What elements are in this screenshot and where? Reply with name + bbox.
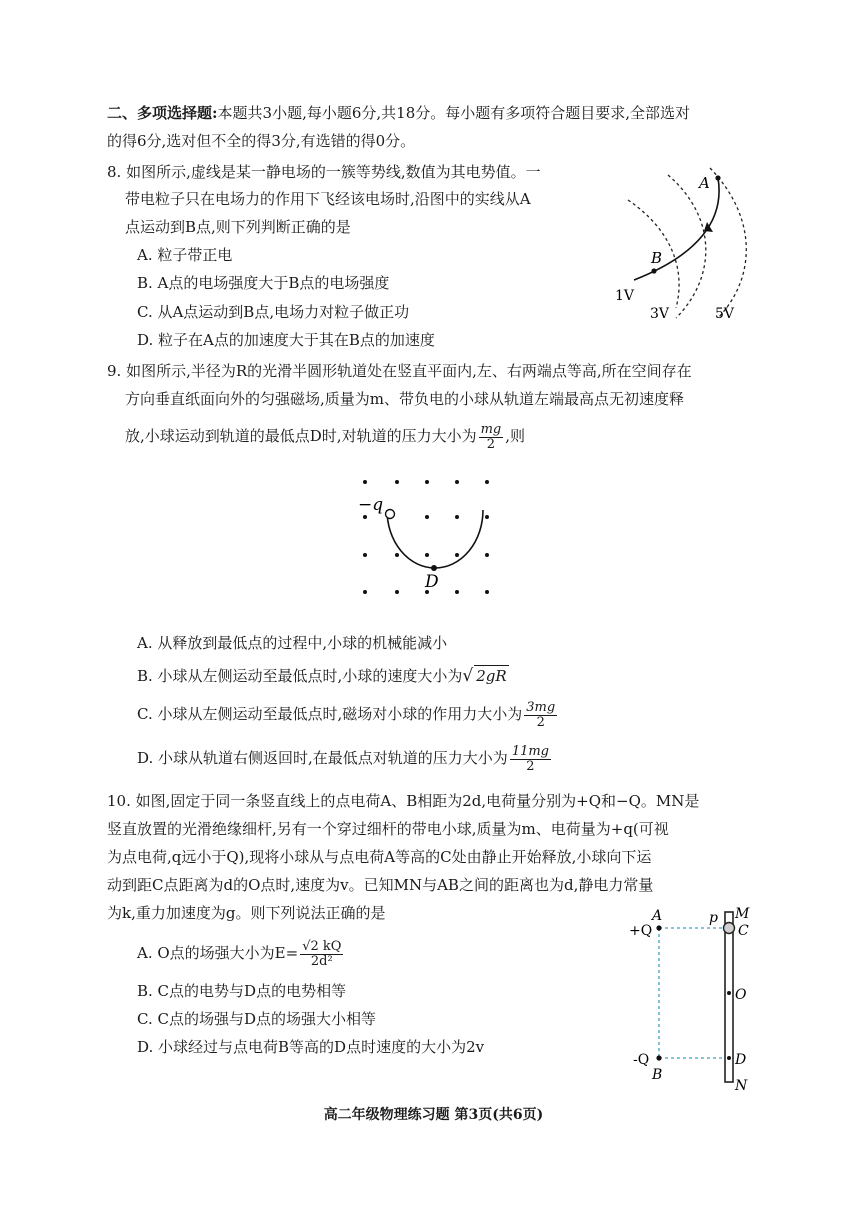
q9-line-3 bbox=[125, 421, 525, 452]
section-title: 二、多项选择题: bbox=[107, 104, 218, 122]
q9-option-d bbox=[137, 742, 553, 774]
q9-option-c-text: C. 小球从左侧运动至最低点时,磁场对小球的作用力大小为 bbox=[137, 705, 523, 723]
q10-line-3: 为点电荷,q远小于Q),现将小球从与点电荷A等高的C处由静止开始释放,小球向下运 bbox=[107, 848, 652, 866]
q8-line-2: 带电粒子只在电场力的作用下飞经该电场时,沿图中的实线从A bbox=[125, 190, 531, 208]
q10-option-c: C. C点的场强与D点的场强大小相等 bbox=[137, 1010, 376, 1028]
q9-charge-label: −q bbox=[358, 495, 384, 515]
q10-label-p: p bbox=[709, 910, 718, 926]
q10-option-a-num: √2 kQ bbox=[302, 938, 342, 954]
q10-option-a bbox=[137, 936, 345, 970]
q10-label-minus-q: -Q bbox=[633, 1052, 650, 1068]
q9-option-b: B. 小球从左侧运动至最低点时,小球的速度大小为√ 2gR bbox=[137, 666, 507, 686]
q10-line-4: 动到距C点距离为d的O点时,速度为v。已知MN与AB之间的距离也为d,静电力常量 bbox=[107, 876, 654, 894]
q9-line-1: 9. 如图所示,半径为R的光滑半圆形轨道处在竖直平面内,左、右两端点等高,所在空间存在 bbox=[107, 362, 692, 380]
q10-label-c: C bbox=[738, 923, 749, 939]
q9-option-b-sqrt: 2gR bbox=[476, 667, 507, 685]
q9-line-3-post: ,则 bbox=[505, 427, 526, 445]
q9-option-c-den: 2 bbox=[536, 714, 545, 730]
q9-option-d-num: 11mg bbox=[511, 743, 550, 759]
q8-label-b: B bbox=[651, 249, 663, 267]
section-intro-2: 的得6分,选对但不全的得3分,有选错的得0分。 bbox=[107, 132, 416, 150]
q8-label-a: A bbox=[699, 174, 710, 192]
q8-label-1v: 1V bbox=[615, 288, 635, 304]
q9-option-c-fraction bbox=[524, 701, 557, 730]
q9-line-3-fraction bbox=[479, 423, 504, 452]
q10-label-plus-q: +Q bbox=[629, 923, 653, 939]
q8-option-a: A. 粒子带正电 bbox=[137, 246, 233, 264]
q8-equipotential-figure bbox=[610, 160, 770, 325]
q9-option-d-den: 2 bbox=[526, 758, 535, 774]
q8-line-3: 点运动到B点,则下列判断正确的是 bbox=[125, 218, 351, 236]
q9-option-d-text: D. 小球从轨道右侧返回时,在最低点对轨道的压力大小为 bbox=[137, 749, 508, 767]
q9-line-3-text: 放,小球运动到轨道的最低点D时,对轨道的压力大小为 bbox=[125, 427, 477, 445]
q9-option-a: A. 从释放到最低点的过程中,小球的机械能减小 bbox=[137, 634, 448, 652]
q9-option-c-num: 3mg bbox=[526, 699, 556, 715]
page-footer: 高二年级物理练习题 第3页(共6页) bbox=[323, 1107, 544, 1123]
q10-label-b: B bbox=[652, 1067, 663, 1083]
section-header bbox=[107, 103, 690, 123]
q9-option-b-text: B. 小球从左侧运动至最低点时,小球的速度大小为 bbox=[137, 667, 463, 685]
q10-label-n: N bbox=[735, 1078, 748, 1094]
q10-option-a-text: A. O点的场强大小为E= bbox=[137, 944, 299, 962]
q10-label-o: O bbox=[735, 987, 747, 1003]
q10-option-a-den: 2d² bbox=[310, 953, 333, 969]
q10-option-b: B. C点的电势与D点的电势相等 bbox=[137, 982, 347, 1000]
q9-line-3-den: 2 bbox=[486, 436, 496, 452]
q10-label-m: M bbox=[735, 906, 750, 922]
q9-option-d-fraction bbox=[510, 745, 551, 774]
q9-magnetic-field-figure bbox=[345, 470, 515, 610]
section-intro-1: 本题共3小题,每小题6分,共18分。每小题有多项符合题目要求,全部选对 bbox=[217, 104, 691, 122]
q8-option-d: D. 粒子在A点的加速度大于其在B点的加速度 bbox=[137, 331, 435, 349]
q9-option-c bbox=[137, 698, 559, 730]
q10-line-1: 10. 如图,固定于同一条竖直线上的点电荷A、B相距为2d,电荷量分别为+Q和−Q。MN是 bbox=[107, 792, 700, 810]
q10-label-a: A bbox=[652, 908, 663, 924]
q10-charges-rod-figure bbox=[625, 900, 765, 1095]
ball-icon bbox=[724, 923, 735, 934]
q9-point-d-label: D bbox=[425, 572, 439, 592]
q8-line-1: 8. 如图所示,虚线是某一静电场的一簇等势线,数值为其电势值。一 bbox=[107, 163, 541, 181]
q10-option-d: D. 小球经过与点电荷B等高的D点时速度的大小为2v bbox=[137, 1038, 485, 1056]
q8-option-c: C. 从A点运动到B点,电场力对粒子做正功 bbox=[137, 303, 410, 321]
q10-line-2: 竖直放置的光滑绝缘细杆,另有一个穿过细杆的带电小球,质量为m、电荷量为+q(可视 bbox=[107, 820, 669, 838]
q9-line-2: 方向垂直纸面向外的匀强磁场,质量为m、带负电的小球从轨道左端最高点无初速度释 bbox=[125, 390, 684, 408]
q8-option-b: B. A点的电场强度大于B点的电场强度 bbox=[137, 274, 390, 292]
q8-label-3v: 3V bbox=[650, 306, 670, 322]
q10-label-d: D bbox=[735, 1052, 747, 1068]
q8-label-5v: 5V bbox=[715, 306, 735, 322]
q9-line-3-num: mg bbox=[480, 421, 502, 437]
q10-line-5: 为k,重力加速度为g。则下列说法正确的是 bbox=[107, 904, 386, 922]
q10-option-a-fraction bbox=[300, 940, 343, 969]
